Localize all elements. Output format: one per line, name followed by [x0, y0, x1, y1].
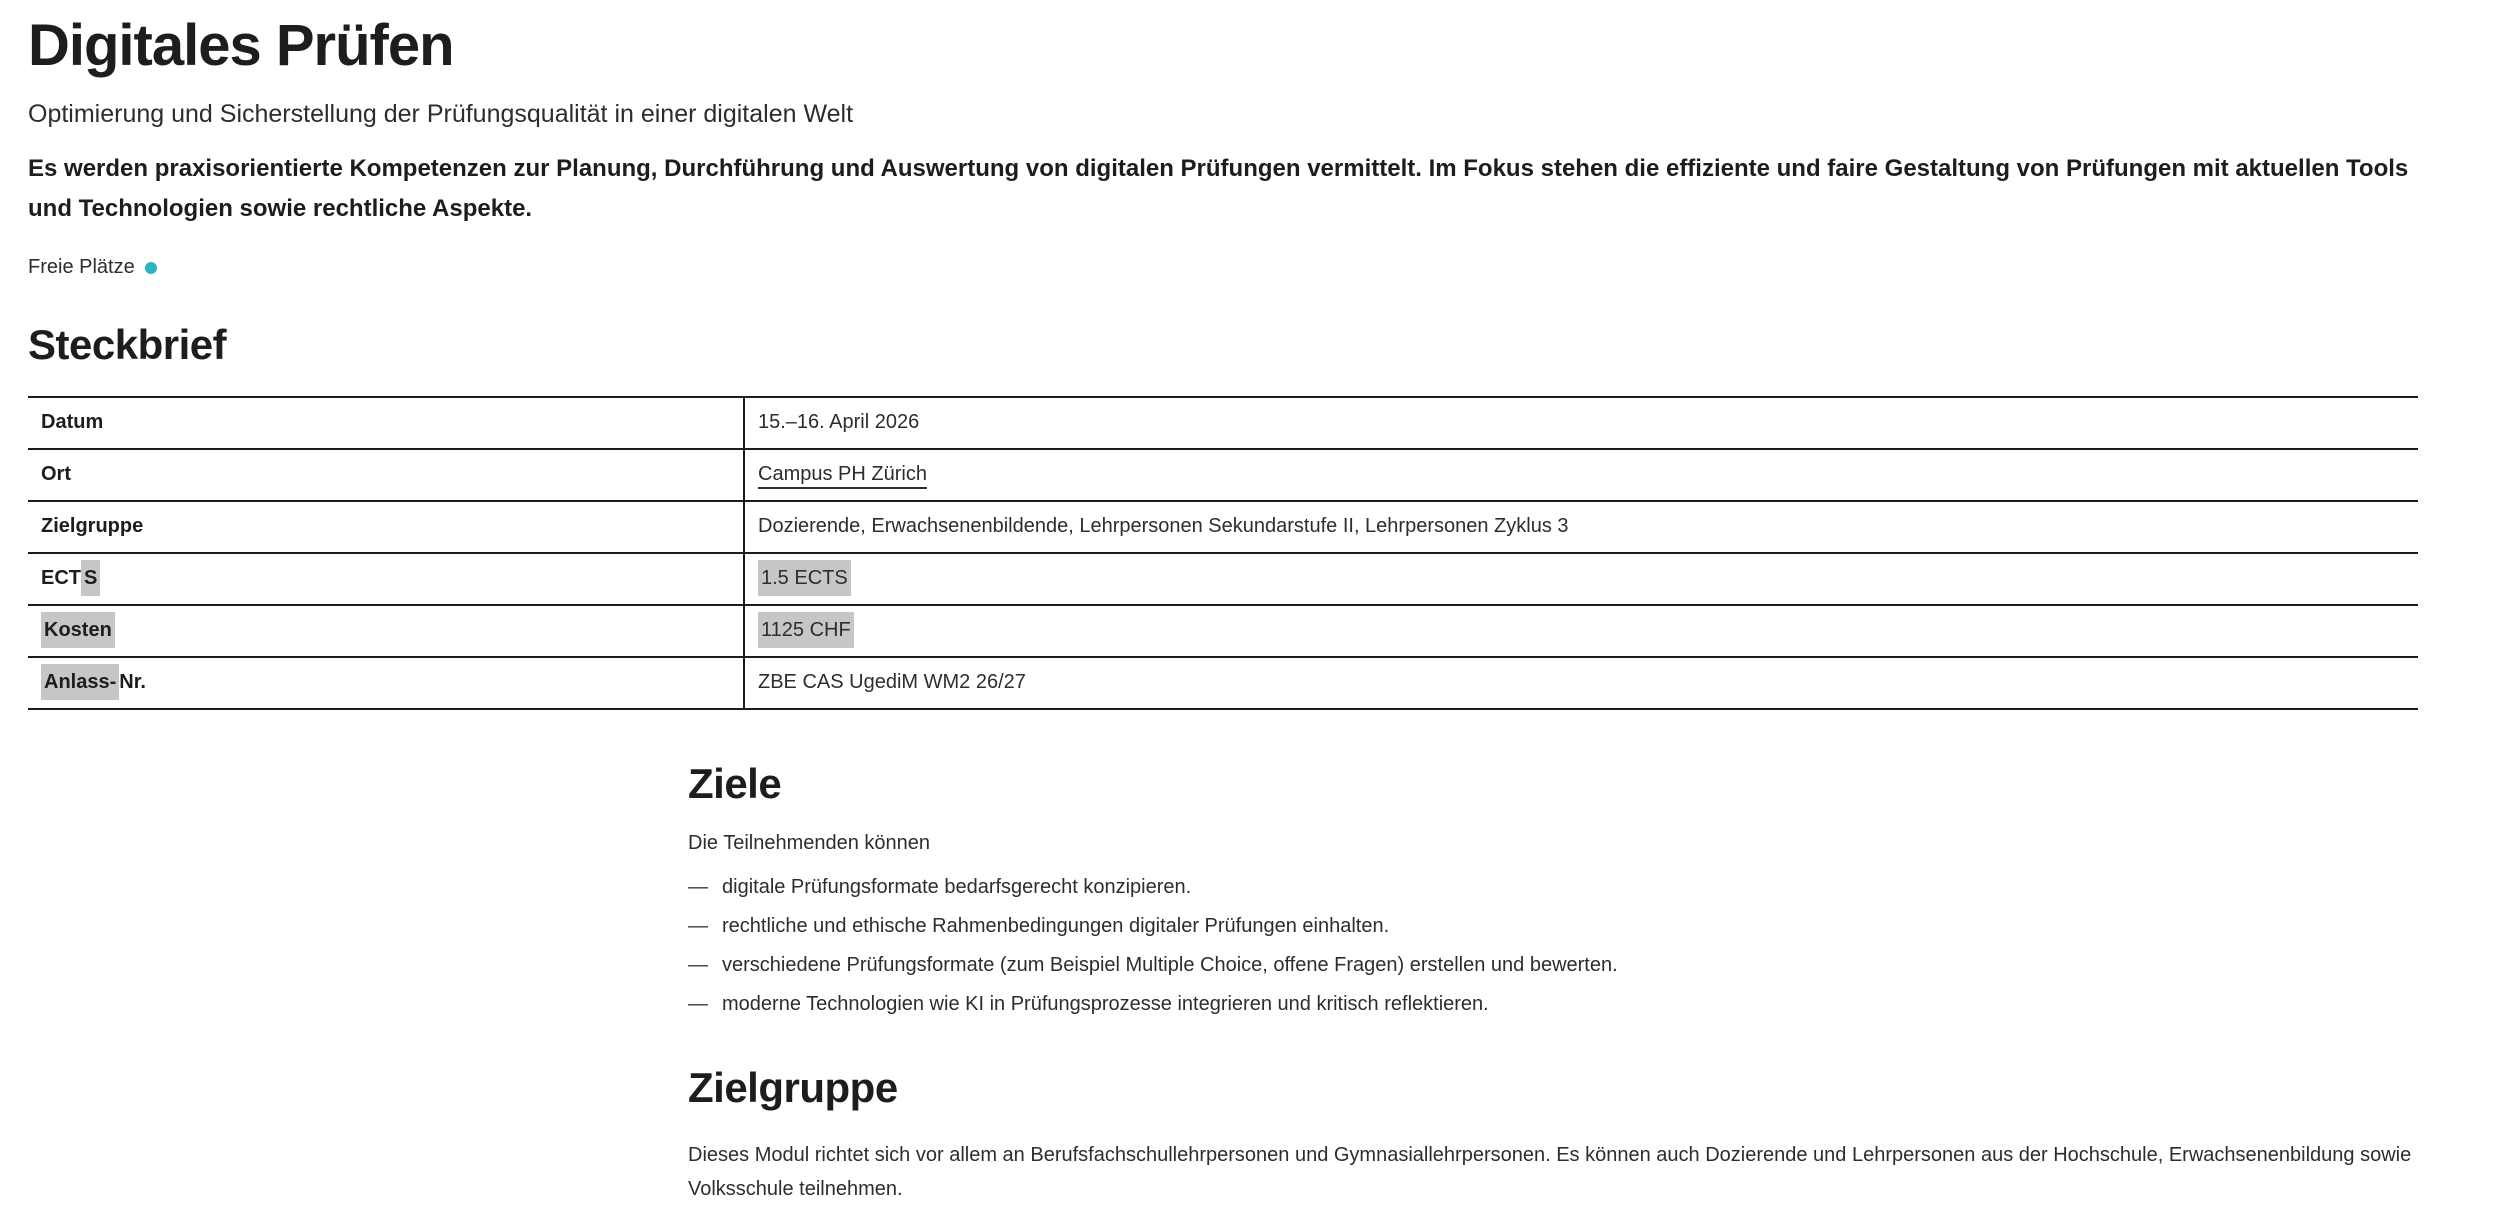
table-row-ort [28, 449, 2418, 501]
dash-bullet-icon: — [688, 993, 708, 1016]
course-subtitle: Optimierung und Sicherstellung der Prüfungsqualität in einer digitalen Welt [28, 99, 854, 128]
steckbrief-table [28, 396, 2418, 710]
dash-bullet-icon: — [688, 876, 708, 899]
row-label: ECT [41, 567, 81, 590]
row-label: Nr. [119, 671, 146, 694]
row-value-cell [744, 657, 2418, 709]
availability-status [28, 256, 2508, 279]
table-row-ects [28, 553, 2418, 605]
course-header [28, 14, 2508, 279]
row-value-selected: 1125 CHF [758, 612, 854, 648]
steckbrief-heading: Steckbrief [28, 321, 227, 369]
row-value-cell [744, 605, 2418, 657]
row-label-selected: Anlass- [41, 664, 119, 700]
table-row-kosten [28, 605, 2418, 657]
dash-bullet-icon: — [688, 954, 708, 977]
dash-bullet-icon: — [688, 915, 708, 938]
row-value-selected: 1.5 ECTS [758, 560, 851, 596]
list-item [688, 993, 2448, 1016]
campus-location-link[interactable]: Campus PH Zürich [758, 463, 927, 486]
availability-dot-icon [145, 262, 157, 274]
list-item [688, 876, 2448, 899]
row-label-cell [28, 449, 744, 501]
zielgruppe-section [688, 1064, 2448, 1206]
row-value: ZBE CAS UgediM WM2 26/27 [758, 671, 1026, 694]
zielgruppe-text: Dieses Modul richtet sich vor allem an Berufsfachschullehrpersonen und Gymnasiallehrpersonen. Es können auch Dozierende und Lehrpersonen aus der Hochschule, Erwachsenenbildung sowie Volksschule teilnehmen. [688, 1144, 2412, 1201]
row-label-selected: S [81, 560, 100, 596]
row-label: Zielgruppe [41, 515, 144, 538]
goals-list [688, 876, 2448, 1016]
row-label: Datum [41, 411, 104, 434]
ziele-section [688, 760, 2448, 1016]
row-value: Dozierende, Erwachsenenbildende, Lehrpersonen Sekundarstufe II, Lehrpersonen Zyklus 3 [758, 515, 1569, 538]
steckbrief-section [28, 321, 2508, 709]
table-row-zielgruppe [28, 501, 2418, 553]
page-title: Digitales Prüfen [28, 13, 454, 78]
course-intro-text: Es werden praxisorientierte Kompetenzen zur Planung, Durchführung und Auswertung von digitalen Prüfungen vermittelt. Im Fokus stehen die effiziente und faire Gestaltung von Prüfungen mit aktuellen Tools und Technologien sowie rechtliche Aspekte. [28, 154, 2409, 223]
row-label-cell [28, 397, 744, 449]
goal-text: moderne Technologien wie KI in Prüfungsprozesse integrieren und kritisch reflektieren. [722, 993, 1489, 1016]
table-row-datum [28, 397, 2418, 449]
row-label-selected: Kosten [41, 612, 115, 648]
ziele-lead-text: Die Teilnehmenden können [688, 832, 931, 855]
row-label-cell [28, 605, 744, 657]
goal-text: digitale Prüfungsformate bedarfsgerecht konzipieren. [722, 876, 1192, 899]
row-value-cell [744, 553, 2418, 605]
row-value-cell [744, 449, 2418, 501]
list-item [688, 954, 2448, 977]
row-label-cell [28, 657, 744, 709]
row-value-cell [744, 397, 2418, 449]
steckbrief-table-body [28, 397, 2418, 709]
row-label-cell [28, 553, 744, 605]
availability-label: Freie Plätze [28, 256, 135, 279]
row-value-cell [744, 501, 2418, 553]
zielgruppe-heading: Zielgruppe [688, 1064, 898, 1112]
goal-text: verschiedene Prüfungsformate (zum Beispiel Multiple Choice, offene Fragen) erstellen und bewerten. [722, 954, 1618, 977]
ziele-heading: Ziele [688, 759, 782, 807]
row-label: Ort [41, 463, 71, 486]
row-value: 15.–16. April 2026 [758, 411, 920, 434]
goal-text: rechtliche und ethische Rahmenbedingungen digitaler Prüfungen einhalten. [722, 915, 1390, 938]
row-label-cell [28, 501, 744, 553]
table-row-anlass-nr [28, 657, 2418, 709]
list-item [688, 915, 2448, 938]
